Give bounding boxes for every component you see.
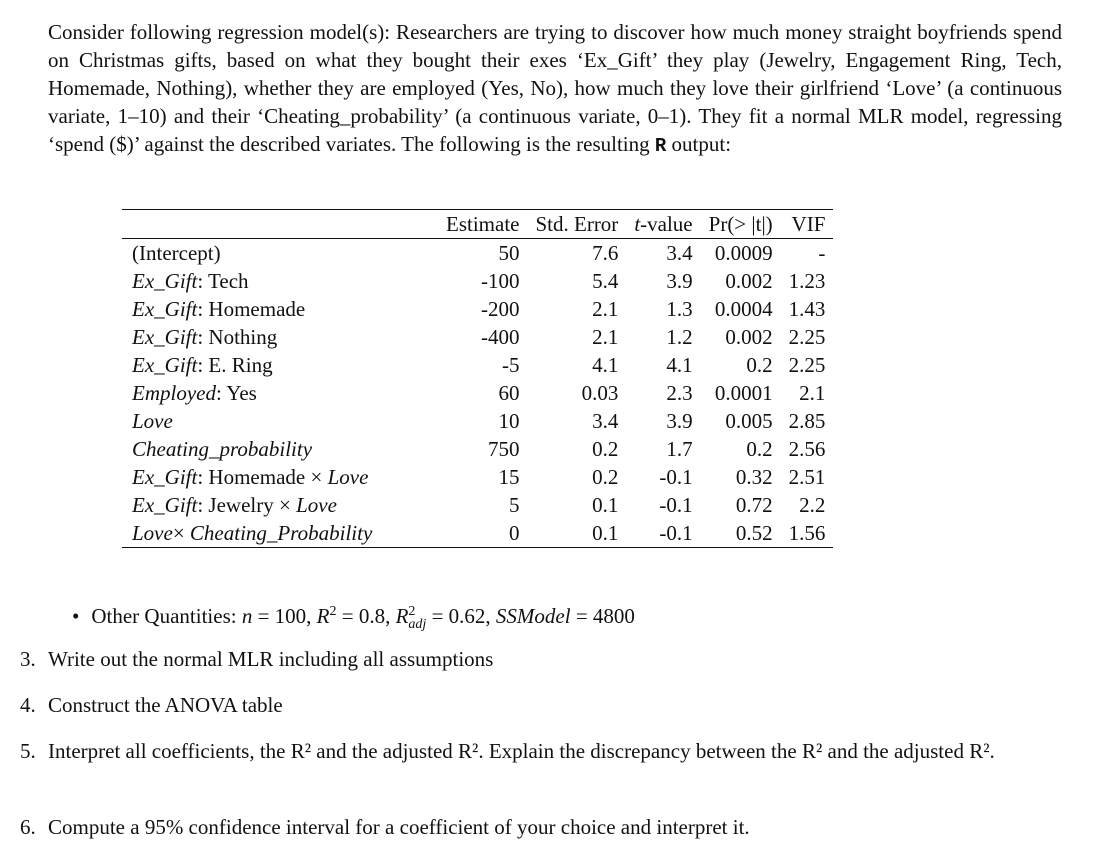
variable-level: : Nothing	[197, 325, 278, 349]
table-row	[122, 519, 833, 548]
table-row	[122, 295, 833, 323]
cell-vif: 2.25	[788, 353, 826, 377]
cell-p: 0.32	[735, 465, 773, 489]
row-label	[122, 351, 438, 379]
row-label	[122, 323, 438, 351]
row-label	[122, 407, 438, 435]
cell-t: 1.7	[666, 437, 693, 461]
cell-t: 1.3	[666, 297, 693, 321]
cell-vif: -	[818, 241, 826, 265]
row-label	[122, 519, 438, 548]
cell-p: 0.0004	[714, 297, 773, 321]
cell-vif: 2.1	[799, 381, 826, 405]
n-label: n	[241, 604, 253, 628]
r2adj-value: 0.62	[448, 604, 486, 628]
question-text: Write out the normal MLR including all assumptions	[48, 647, 494, 671]
question-number: 6.	[20, 815, 36, 839]
cell-estimate: 0	[438, 519, 527, 548]
table-header-row	[122, 210, 833, 239]
table-row	[122, 239, 833, 268]
other-prefix: Other Quantities:	[91, 604, 242, 628]
intro-text: Consider following regression model(s): Researchers are trying to discover how much money straight boyfriends spend on Christmas gifts, based on what they bought their exes ‘Ex_Gift’ they play (Jewelry, Engagement Ring, Tech, Homemade, Nothing), whether they are employed (Yes, No), how much they love their girlfriend ‘Love’ (a continuous variate, 1–10) and their ‘Cheating_probability’ (a continuous variate, 0–1). They fit a normal MLR model, regressing ‘spend ($)’ against the described variates. The following is the resulting	[48, 20, 1062, 156]
cell-estimate: 5	[508, 493, 520, 517]
cell-p: 0.2	[746, 437, 773, 461]
cell-se: 7.6	[592, 241, 619, 265]
cell-vif: 2.51	[788, 465, 826, 489]
variable-level: : Homemade	[197, 297, 306, 321]
cell-p: 0.0009	[714, 241, 773, 265]
other-quantities: • Other Quantities: n = 100, $R^2 = 0.8$, $R^2_{adj} = 0.62$, SSModel = 4800	[72, 604, 635, 633]
variable-name: Love	[132, 409, 173, 433]
variable-name: Ex_Gift	[132, 493, 198, 517]
cell-se: 0.2	[592, 437, 619, 461]
cell-estimate: -200	[480, 297, 520, 321]
cell-vif: 2.85	[788, 409, 826, 433]
cell-t: 1.2	[666, 325, 693, 349]
row-label	[122, 491, 438, 519]
question-3	[20, 645, 1062, 673]
cell-se: 2.1	[592, 325, 619, 349]
row-label	[122, 239, 438, 268]
ssmodel-value: 4800	[592, 604, 635, 628]
question-text: Construct the ANOVA table	[48, 693, 283, 717]
question-number: 4.	[20, 693, 36, 717]
cell-t: -0.1	[659, 465, 693, 489]
header-std-error: Std. Error	[527, 210, 626, 239]
header-estimate: Estimate	[438, 210, 527, 239]
header-vif: VIF	[781, 210, 834, 239]
regression-output-table	[122, 209, 833, 548]
bullet-dot: •	[72, 604, 80, 628]
variable-name: Ex_Gift	[132, 353, 198, 377]
variable-level: : Jewelry ×	[197, 493, 297, 517]
cell-vif: 1.43	[788, 297, 826, 321]
table-row	[122, 463, 833, 491]
cell-t: -0.1	[659, 493, 693, 517]
r2-value: 0.8	[358, 604, 386, 628]
cell-vif: 2.25	[788, 325, 826, 349]
cell-se: 0.03	[581, 381, 619, 405]
cell-p: 0.002	[725, 269, 773, 293]
cell-t: 3.9	[666, 409, 693, 433]
question-number: 5.	[20, 739, 36, 763]
question-6	[20, 813, 1062, 841]
variable-name: Employed	[132, 381, 216, 405]
cell-se: 0.2	[592, 465, 619, 489]
variable-level: : E. Ring	[197, 353, 273, 377]
variable-level: : Tech	[197, 269, 249, 293]
cell-se: 5.4	[592, 269, 619, 293]
cell-se: 3.4	[592, 409, 619, 433]
intro-text-end: output:	[666, 132, 732, 156]
cell-t: -0.1	[626, 519, 700, 548]
question-5	[20, 737, 1062, 765]
variable-name: Cheating_probability	[132, 437, 313, 461]
cell-estimate: 50	[498, 241, 520, 265]
question-4	[20, 691, 1062, 719]
cell-t: 4.1	[666, 353, 693, 377]
cell-vif: 2.2	[799, 493, 826, 517]
cell-estimate: -5	[501, 353, 520, 377]
table-row	[122, 323, 833, 351]
header-blank	[122, 210, 438, 239]
cell-se: 4.1	[592, 353, 619, 377]
cell-estimate: 15	[498, 465, 520, 489]
row-label	[122, 379, 438, 407]
interaction-variable: Love	[296, 493, 337, 517]
table-row	[122, 407, 833, 435]
row-label	[122, 267, 438, 295]
table-row	[122, 351, 833, 379]
cell-estimate: 60	[498, 381, 520, 405]
cell-p: 0.002	[725, 325, 773, 349]
variable-level: ×	[172, 521, 190, 545]
variable-name: Ex_Gift	[132, 465, 198, 489]
interaction-variable: Cheating_Probability	[189, 521, 373, 545]
row-label	[122, 295, 438, 323]
cell-se: 0.1	[527, 519, 626, 548]
row-label	[122, 463, 438, 491]
cell-vif: 1.56	[781, 519, 834, 548]
row-label	[122, 435, 438, 463]
cell-p: 0.005	[725, 409, 773, 433]
r-code: R	[654, 135, 667, 157]
cell-vif: 1.23	[788, 269, 826, 293]
header-t-value: t-value	[626, 210, 700, 239]
cell-estimate: -400	[480, 325, 520, 349]
problem-statement	[48, 18, 1062, 160]
cell-p: 0.2	[746, 353, 773, 377]
variable-name: Love	[132, 521, 173, 545]
table-row	[122, 267, 833, 295]
variable-name: Ex_Gift	[132, 269, 198, 293]
cell-se: 2.1	[592, 297, 619, 321]
table-row	[122, 435, 833, 463]
cell-estimate: -100	[480, 269, 520, 293]
n-value: 100	[274, 604, 307, 628]
question-text: Interpret all coefficients, the R² and the adjusted R². Explain the discrepancy between the R² and the adjusted R².	[48, 739, 995, 763]
table-row	[122, 379, 833, 407]
question-text: Compute a 95% confidence interval for a coefficient of your choice and interpret it.	[48, 815, 750, 839]
cell-t: 3.4	[666, 241, 693, 265]
cell-t: 3.9	[666, 269, 693, 293]
question-number: 3.	[20, 647, 36, 671]
cell-p: 0.72	[735, 493, 773, 517]
cell-p: 0.0001	[714, 381, 773, 405]
cell-t: 2.3	[666, 381, 693, 405]
cell-estimate: 750	[487, 437, 520, 461]
header-p-value: Pr(> |t|)	[701, 210, 781, 239]
ssmodel-label: SSModel	[495, 604, 571, 628]
cell-p: 0.52	[701, 519, 781, 548]
variable-name: Ex_Gift	[132, 325, 198, 349]
interaction-variable: Love	[327, 465, 369, 489]
variable-level: : Yes	[215, 381, 257, 405]
cell-se: 0.1	[592, 493, 619, 517]
table-row	[122, 491, 833, 519]
variable-level: (Intercept)	[132, 241, 221, 265]
variable-level: : Homemade ×	[197, 465, 328, 489]
cell-estimate: 10	[498, 409, 520, 433]
variable-name: Ex_Gift	[132, 297, 198, 321]
cell-vif: 2.56	[788, 437, 826, 461]
